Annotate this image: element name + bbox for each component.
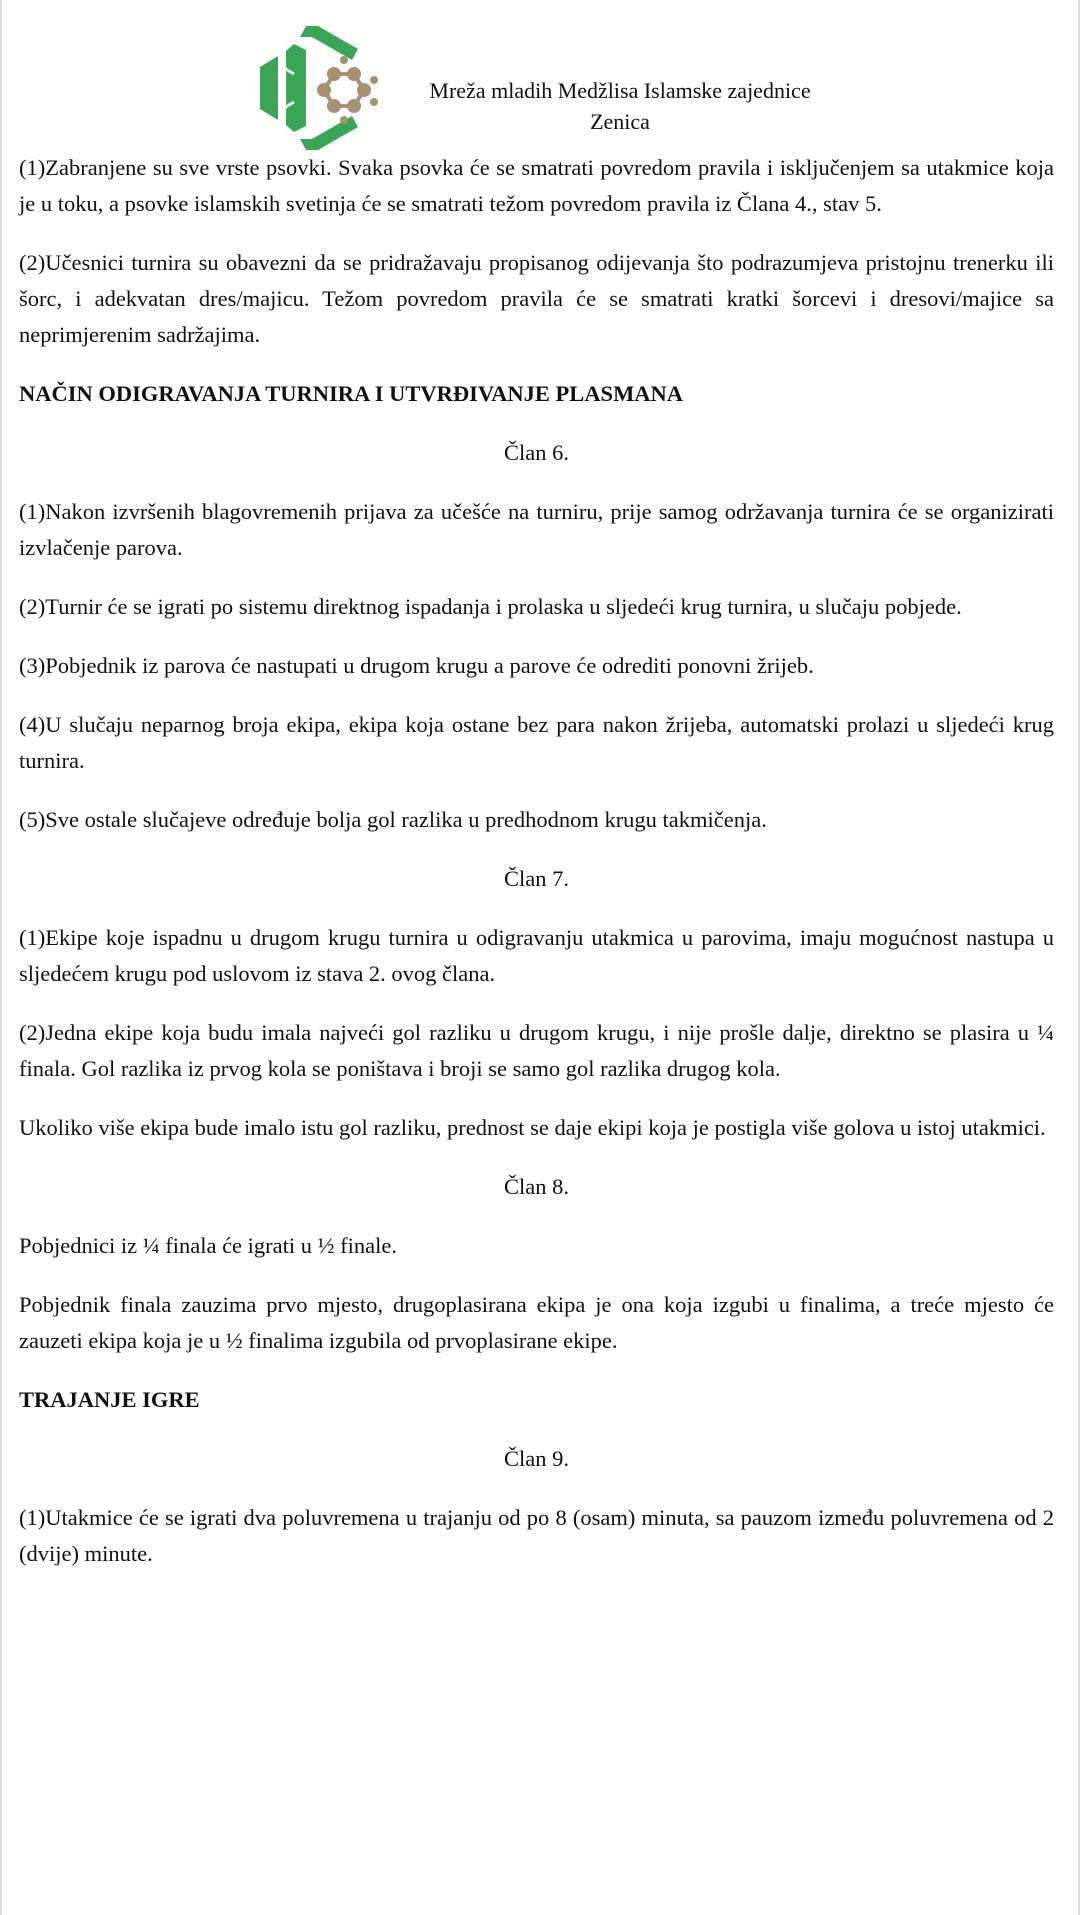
paragraph: (1)Ekipe koje ispadnu u drugom krugu turnira u odigravanju utakmica u parovima, imaju mogućnost nastupa u sljedećem krugu pod uslovom iz stava 2. ovog člana. xyxy=(19,925,1054,986)
paragraph: Pobjednici iz ¼ finala će igrati u ½ finale. xyxy=(19,1233,397,1258)
article-title: Član 7. xyxy=(504,866,569,891)
paragraph: Ukoliko više ekipa bude imalo istu gol razliku, prednost se daje ekipi koja je postigla više golova u istoj utakmici. xyxy=(19,1115,1046,1140)
document-header xyxy=(0,20,1080,155)
section-heading: TRAJANJE IGRE xyxy=(19,1387,200,1412)
article-title: Član 8. xyxy=(504,1174,569,1199)
paragraph: (3)Pobjednik iz parova će nastupati u drugom krugu a parove će odrediti ponovni žrijeb. xyxy=(19,653,814,678)
document-body xyxy=(19,150,1054,1595)
paragraph: (1)Zabranjene su sve vrste psovki. Svaka psovka će se smatrati povredom pravila i isključenjem sa utakmice koja je u toku, a psovke islamskih svetinja će se smatrati težom povredom pravila iz Člana 4., stav 5. xyxy=(19,155,1054,216)
paragraph: (1)Utakmice će se igrati dva poluvremena u trajanju od po 8 (osam) minuta, sa pauzom između poluvremena od 2 (dvije) minute. xyxy=(19,1505,1054,1566)
organization-name-line2: Zenica xyxy=(590,109,650,134)
paragraph: (1)Nakon izvršenih blagovremenih prijava za učešće na turniru, prije samog održavanja turnira će se organizirati izvlačenje parova. xyxy=(19,499,1054,560)
organization-hexagon-logo-icon xyxy=(250,22,390,154)
paragraph: (2)Jedna ekipe koja budu imala najveći gol razliku u drugom krugu, i nije prošle dalje, direktno se plasira u ¼ finala. Gol razlika iz prvog kola se poništava i broji se samo gol razlika drugog kola. xyxy=(19,1020,1054,1081)
organization-name-line1: Mreža mladih Medžlisa Islamske zajednice xyxy=(429,78,811,103)
paragraph: (2)Učesnici turnira su obavezni da se pridražavaju propisanog odijevanja što podrazumjeva pristojnu trenerku ili šorc, i adekvatan dres/majicu. Težom povredom pravila će se smatrati kratki šorcevi i dresovi/majice sa neprimjerenim sadržajima. xyxy=(19,250,1054,347)
section-heading: NAČIN ODIGRAVANJA TURNIRA I UTVRĐIVANJE PLASMANA xyxy=(19,381,684,406)
article-title: Član 9. xyxy=(504,1446,569,1471)
paragraph: (5)Sve ostale slučajeve određuje bolja gol razlika u predhodnom krugu takmičenja. xyxy=(19,807,767,832)
paragraph: Pobjednik finala zauzima prvo mjesto, drugoplasirana ekipa je ona koja izgubi u finalima, a treće mjesto će zauzeti ekipa koja je u ½ finalima izgubila od prvoplasirane ekipe. xyxy=(19,1292,1054,1353)
page-border-left xyxy=(0,0,2,1915)
paragraph: (2)Turnir će se igrati po sistemu direktnog ispadanja i prolaska u sljedeći krug turnira, u slučaju pobjede. xyxy=(19,594,962,619)
organization-name xyxy=(400,75,840,137)
article-title: Član 6. xyxy=(504,440,569,465)
paragraph: (4)U slučaju neparnog broja ekipa, ekipa koja ostane bez para nakon žrijeba, automatski prolazi u sljedeći krug turnira. xyxy=(19,712,1054,773)
